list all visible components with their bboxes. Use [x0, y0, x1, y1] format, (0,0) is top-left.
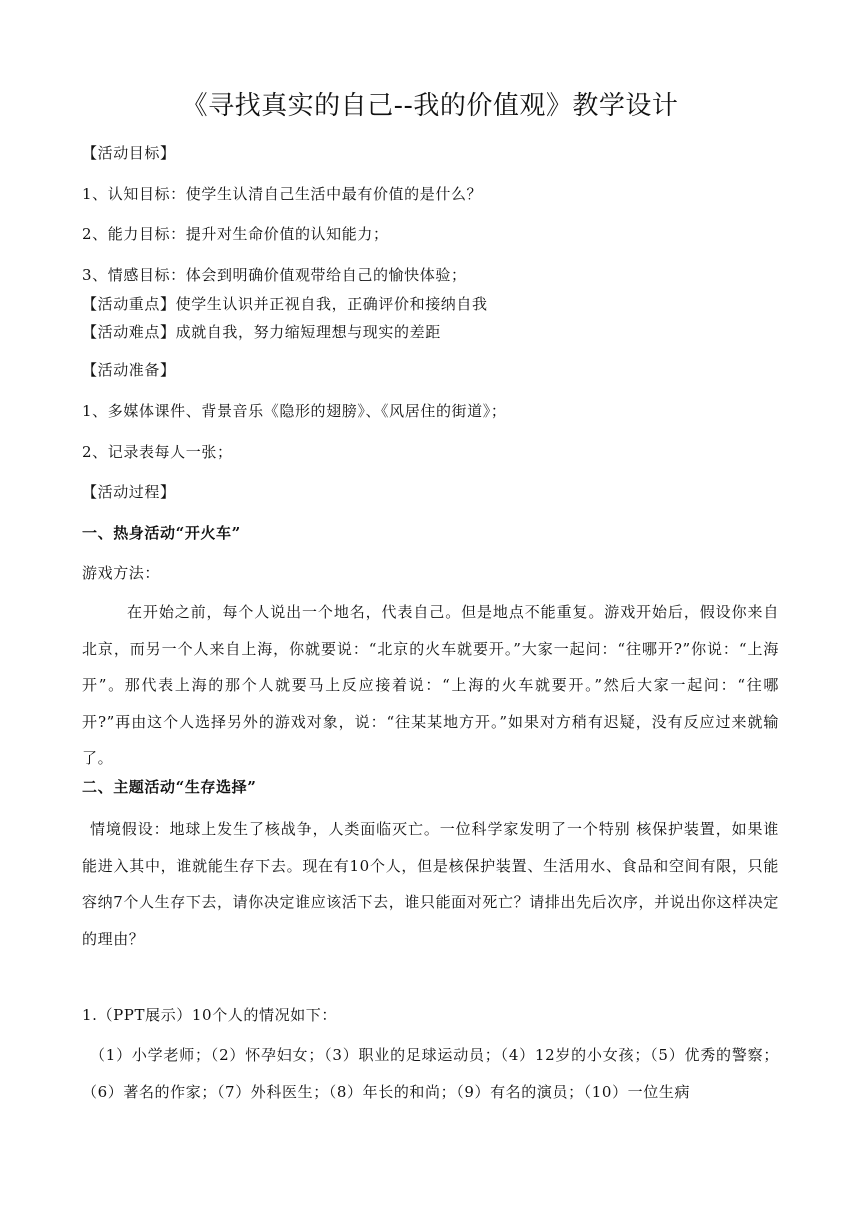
scenario-paragraph: 情境假设：地球上发生了核战争，人类面临灭亡。一位科学家发明了一个特别 核保护装置，如果谁能进入其中，谁就能生存下去。现在有10个人，但是核保护装置、生活用水、食品和空间有限，只能容纳7个人生存下去，请你决定谁应该活下去，谁只能面对死亡？请排出先后次序，并说出你这样决定的理由？ — [82, 820, 779, 948]
process-heading: 【活动过程】 — [82, 483, 176, 501]
section-survival-title: 二、主题活动“生存选择” — [82, 778, 257, 796]
activity-focus: 【活动重点】使学生认识并正视自我，正确评价和接纳自我 — [82, 295, 488, 313]
ppt-intro-line: 1.（PPT展示）10个人的情况如下： — [82, 1006, 337, 1024]
people-list-paragraph: （1）小学老师；（2）怀孕妇女；（3）职业的足球运动员；（4）12岁的小女孩；（5）优秀的警察；（6）著名的作家；（7）外科医生；（8）年长的和尚；（9）有名的演员；（10）一位生病 — [82, 1046, 779, 1101]
game-method-label: 游戏方法： — [82, 564, 161, 582]
goals-heading: 【活动目标】 — [82, 144, 176, 162]
goal-cognitive: 1、认知目标：使学生认清自己生活中最有价值的是什么？ — [82, 185, 483, 203]
prep-item-record-sheet: 2、记录表每人一张； — [82, 443, 233, 461]
prep-heading: 【活动准备】 — [82, 361, 176, 379]
goal-emotion: 3、情感目标：体会到明确价值观带给自己的愉快体验； — [82, 266, 467, 284]
document-title: 《寻找真实的自己--我的价值观》教学设计 — [181, 91, 679, 121]
game-method-paragraph: 在开始之前，每个人说出一个地名，代表自己。但是地点不能重复。游戏开始后，假设你来自北京，而另一个人来自上海，你就要说：“北京的火车就要开。”大家一起问：“往哪开?”你说：“上海开”。那代表上海的那个人就要马上反应接着说：“上海的火车就要开。”然后大家一起问：“往哪开?”再由这个人选择另外的游戏对象，说：“往某某地方开。”如果对方稍有迟疑，没有反应过来就输了。 — [82, 603, 779, 767]
prep-item-media: 1、多媒体课件、背景音乐《隐形的翅膀》、《风居住的街道》； — [82, 402, 507, 420]
activity-difficulty: 【活动难点】成就自我，努力缩短理想与现实的差距 — [82, 323, 441, 341]
goal-ability: 2、能力目标：提升对生命价值的认知能力； — [82, 225, 389, 243]
section-warmup-title: 一、热身活动“开火车” — [82, 524, 241, 542]
